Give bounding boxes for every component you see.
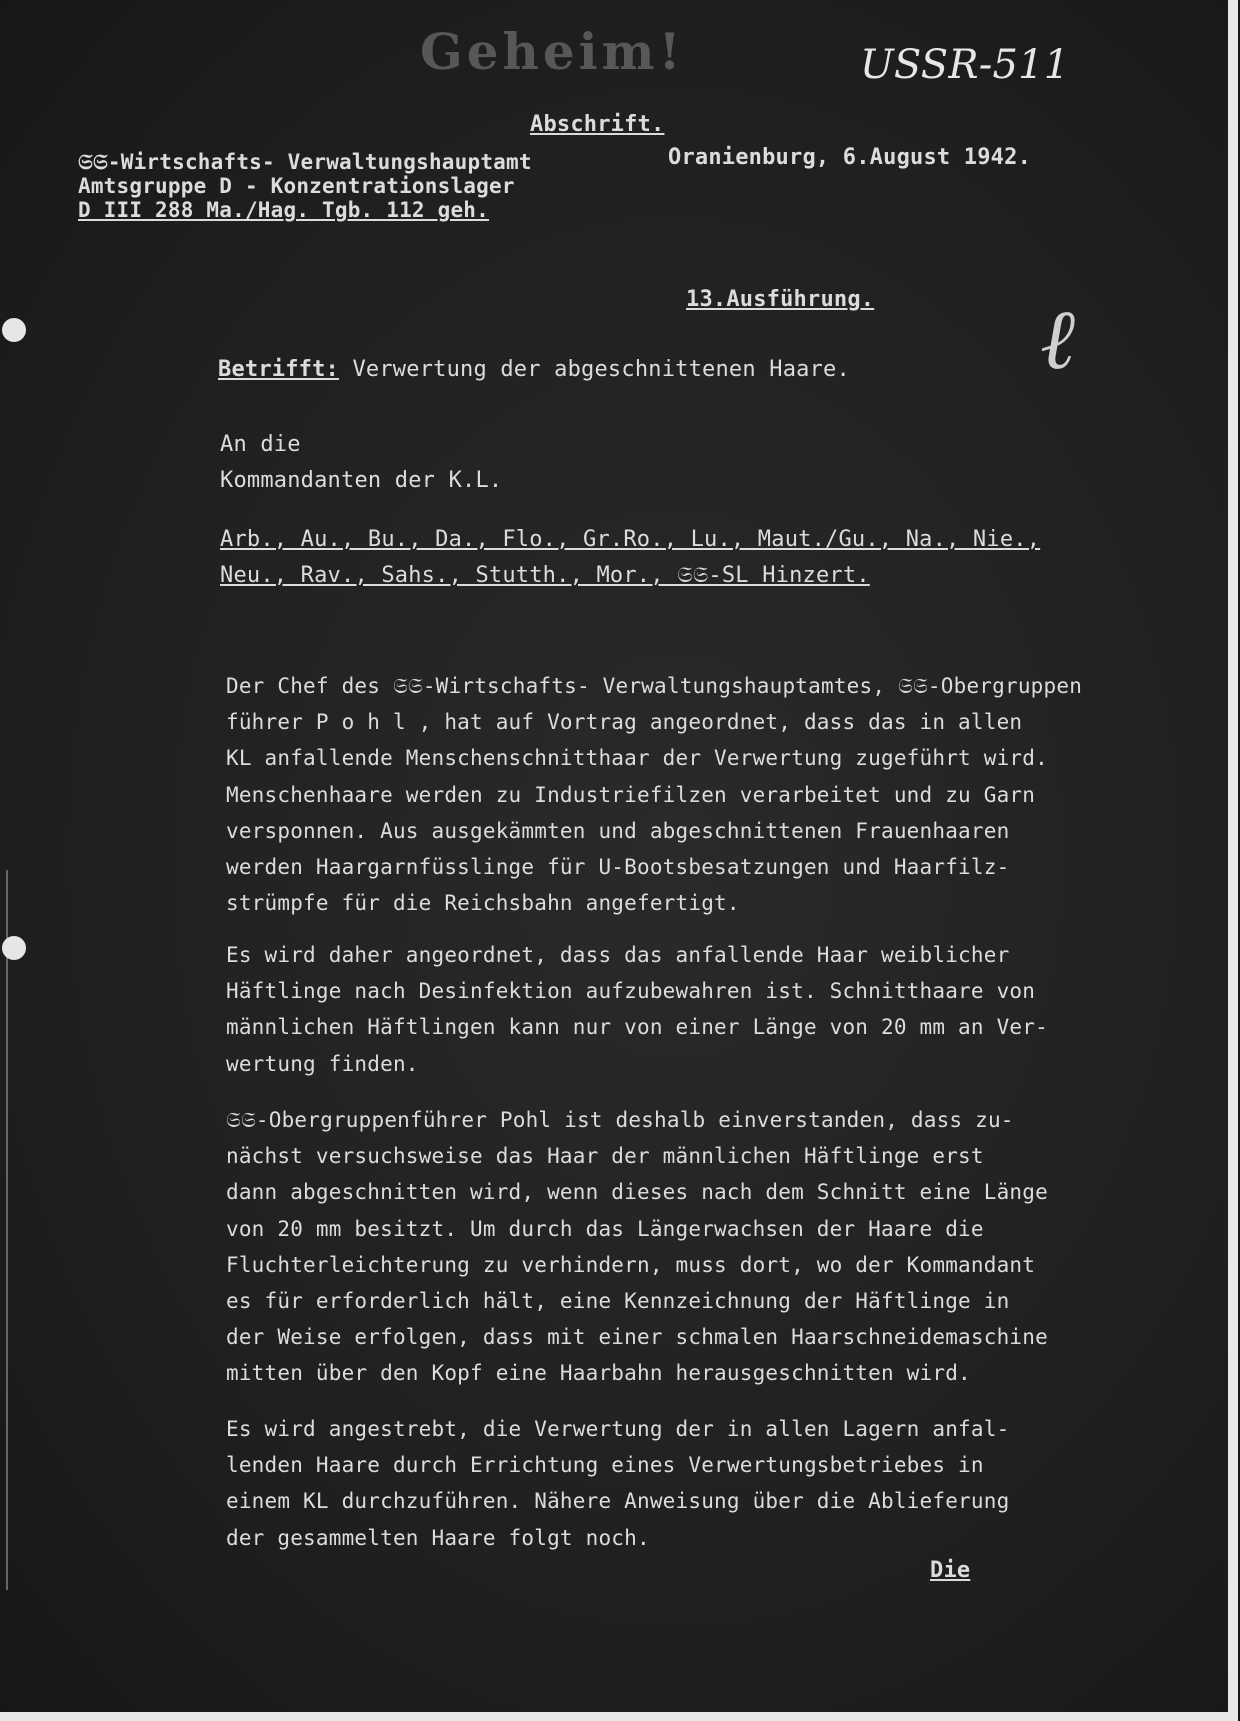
- handwritten-mark: ℓ: [1040, 290, 1076, 388]
- subject-label: Betrifft:: [218, 357, 340, 382]
- reference-line: D III 288 Ma./Hag. Tgb. 112 geh.: [78, 198, 489, 222]
- punch-hole: [2, 936, 26, 960]
- sender-line: 𝔖𝔖-Wirtschafts- Verwaltungshauptamt: [78, 150, 532, 174]
- body-line: mitten über den Kopf eine Haarbahn herausgeschnitten wird.: [226, 1361, 971, 1386]
- body-line: nächst versuchsweise das Haar der männlichen Häftlinge erst: [226, 1144, 984, 1169]
- address-block: [220, 427, 502, 499]
- subject-line: [218, 357, 850, 382]
- body-line: es für erforderlich hält, eine Kennzeichnung der Häftlinge in: [226, 1289, 1010, 1314]
- catchword: Die: [930, 1558, 971, 1583]
- document-heading: Abschrift.: [530, 112, 665, 137]
- body-line: der gesammelten Haare folgt noch.: [226, 1525, 650, 1550]
- punch-hole: [2, 318, 26, 342]
- paragraph-4: [226, 1411, 1009, 1556]
- body-line: werden Haargarnfüsslinge für U-Bootsbesatzungen und Haarfilz-: [226, 855, 1010, 880]
- camp-list: [220, 522, 1040, 594]
- secret-stamp: Geheim!: [420, 22, 685, 81]
- sender-line: Amtsgruppe D - Konzentrationslager: [78, 174, 515, 198]
- sender-block: [78, 150, 532, 222]
- body-line: Der Chef des 𝔖𝔖-Wirtschafts- Verwaltungshauptamtes, 𝔖𝔖-Obergruppen: [226, 674, 1083, 698]
- body-line: Es wird angestrebt, die Verwertung der in allen Lagern anfal-: [226, 1417, 1010, 1441]
- body-line: führer P o h l , hat auf Vortrag angeordnet, dass das in allen: [226, 710, 1023, 735]
- binding-edge: [6, 870, 8, 1590]
- body-line: männlichen Häftlingen kann nur von einer Länge von 20 mm an Ver-: [226, 1015, 1048, 1040]
- address-line: Kommandanten der K.L.: [220, 468, 503, 493]
- body-line: Häftlinge nach Desinfektion aufzubewahren ist. Schnitthaare von: [226, 979, 1036, 1004]
- body-line: Fluchterleichterung zu verhindern, muss dort, wo der Kommandant: [226, 1252, 1036, 1277]
- camp-line: Neu., Rav., Sahs., Stutth., Mor., 𝔖𝔖-SL Hinzert.: [220, 563, 870, 588]
- body-line: lenden Haare durch Errichtung eines Verwertungsbetriebes in: [226, 1453, 984, 1478]
- address-line: An die: [220, 432, 301, 457]
- paragraph-3: [226, 1102, 1048, 1392]
- camp-line: Arb., Au., Bu., Da., Flo., Gr.Ro., Lu., Maut./Gu., Na., Nie.,: [220, 527, 1041, 552]
- paragraph-1: [226, 668, 1082, 921]
- body-line: KL anfallende Menschenschnitthaar der Verwertung zugeführt wird.: [226, 746, 1048, 771]
- body-line: von 20 mm besitzt. Um durch das Längerwachsen der Haare die: [226, 1216, 984, 1241]
- body-line: Menschenhaare werden zu Industriefilzen verarbeitet und zu Garn: [226, 782, 1036, 807]
- archive-number: USSR-511: [860, 42, 1070, 88]
- body-line: einem KL durchzuführen. Nähere Anweisung über die Ablieferung: [226, 1489, 1010, 1514]
- body-line: der Weise erfolgen, dass mit einer schmalen Haarschneidemaschine: [226, 1325, 1048, 1350]
- body-line: strümpfe für die Reichsbahn angefertigt.: [226, 891, 740, 916]
- place-date: Oranienburg, 6.August 1942.: [668, 145, 1032, 170]
- paragraph-2: [226, 937, 1048, 1082]
- copy-number: 13.Ausführung.: [686, 287, 875, 312]
- body-line: dann abgeschnitten wird, wenn dieses nach dem Schnitt eine Länge: [226, 1180, 1048, 1205]
- body-line: 𝔖𝔖-Obergruppenführer Pohl ist deshalb einverstanden, dass zu-: [226, 1108, 1014, 1132]
- subject-text: Verwertung der abgeschnittenen Haare.: [352, 357, 850, 382]
- body-line: versponnen. Aus ausgekämmten und abgeschnittenen Frauenhaaren: [226, 818, 1010, 843]
- body-line: Es wird daher angeordnet, dass das anfallende Haar weiblicher: [226, 943, 1010, 967]
- body-line: wertung finden.: [226, 1051, 419, 1076]
